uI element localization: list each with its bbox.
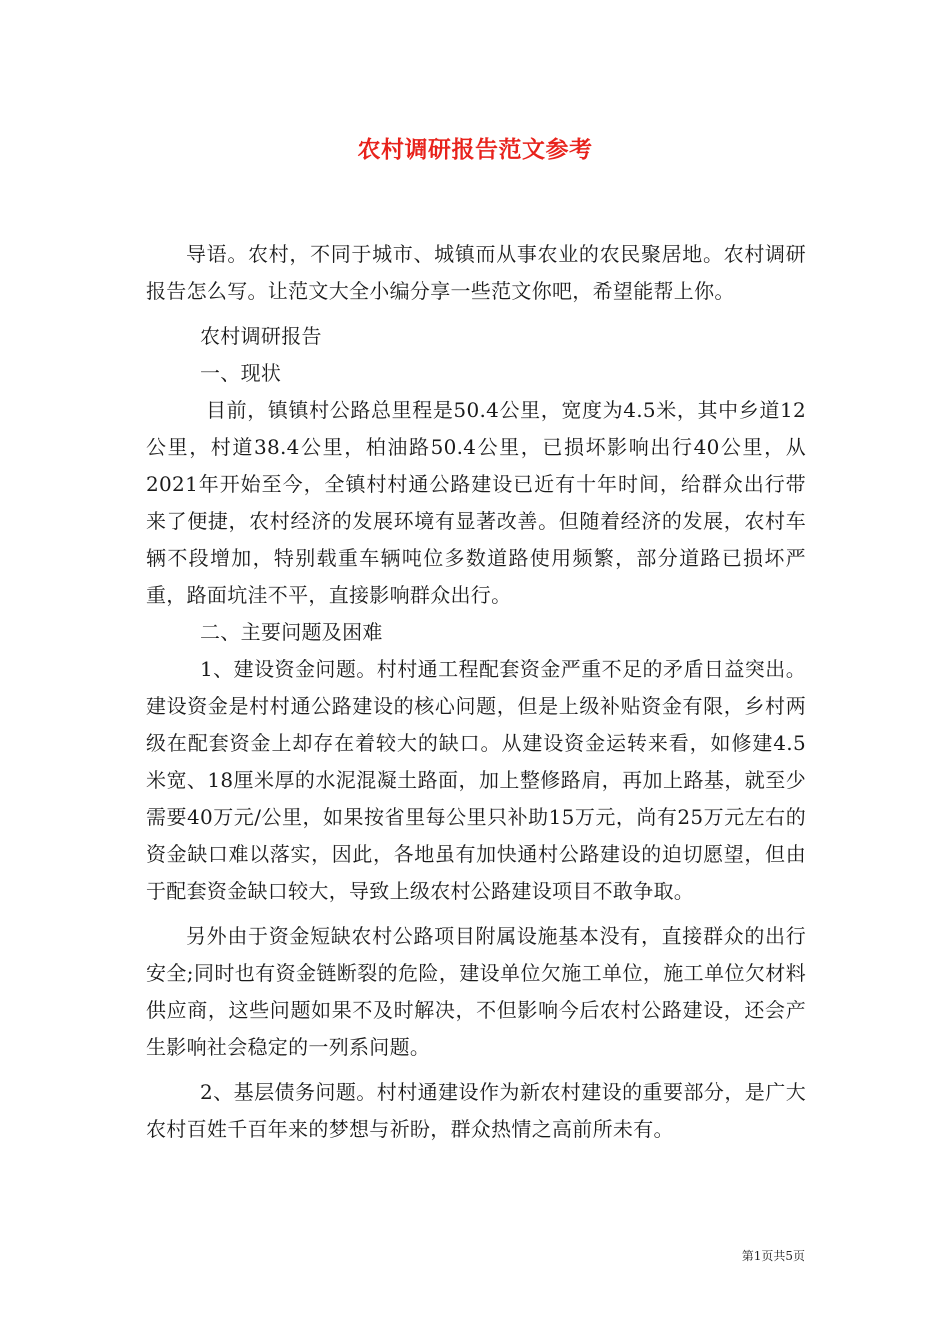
section-heading-problems: 二、主要问题及困难 (200, 620, 383, 644)
section-heading-status: 一、现状 (200, 361, 282, 385)
status-paragraph: 目前，镇镇村公路总里程是50.4公里，宽度为4.5米，其中乡道12公里，村道38.4公里，柏油路50.4公里，已损坏影响出行40公里，从2021年开始至今，全镇村村通公路建设已近有十年时间，给群众出行带来了便捷，农村经济的发展环境有显著改善。但随着经济的发展，农村车辆不段增加，特别载重车辆吨位多数道路使用频繁，部分道路已损坏严重，路面坑洼不平，直接影响群众出行。 (146, 398, 806, 607)
document-body (146, 236, 806, 1148)
intro-paragraph: 导语。农村，不同于城市、城镇而从事农业的农民聚居地。农村调研报告怎么写。让范文大全小编分享一些范文你吧，希望能帮上你。 (146, 242, 806, 303)
document-title: 农村调研报告范文参考 (357, 136, 593, 163)
page-number: 第1页共5页 (741, 1249, 805, 1263)
funding-paragraph: 1、建设资金问题。村村通工程配套资金严重不足的矛盾日益突出。建设资金是村村通公路建设的核心问题，但是上级补贴资金有限，乡村两级在配套资金上却存在着较大的缺口。从建设资金运转来看，如修建4.5米宽、18厘米厚的水泥混凝土路面，加上整修路肩，再加上路基，就至少需要40万元/公里，如果按省里每公里只补助15万元，尚有25万元左右的资金缺口难以落实，因此，各地虽有加快通村公路建设的迫切愿望，但由于配套资金缺口较大，导致上级农村公路建设项目不敢争取。 (146, 657, 806, 903)
shortage-paragraph: 另外由于资金短缺农村公路项目附属设施基本没有，直接群众的出行安全;同时也有资金链断裂的危险，建设单位欠施工单位，施工单位欠材料供应商，这些问题如果不及时解决，不但影响今后农村公路建设，还会产生影响社会稳定的一列系问题。 (146, 924, 806, 1059)
report-heading: 农村调研报告 (200, 324, 322, 348)
debt-paragraph: 2、基层债务问题。村村通建设作为新农村建设的重要部分，是广大农村百姓千百年来的梦想与祈盼，群众热情之高前所未有。 (146, 1080, 806, 1141)
